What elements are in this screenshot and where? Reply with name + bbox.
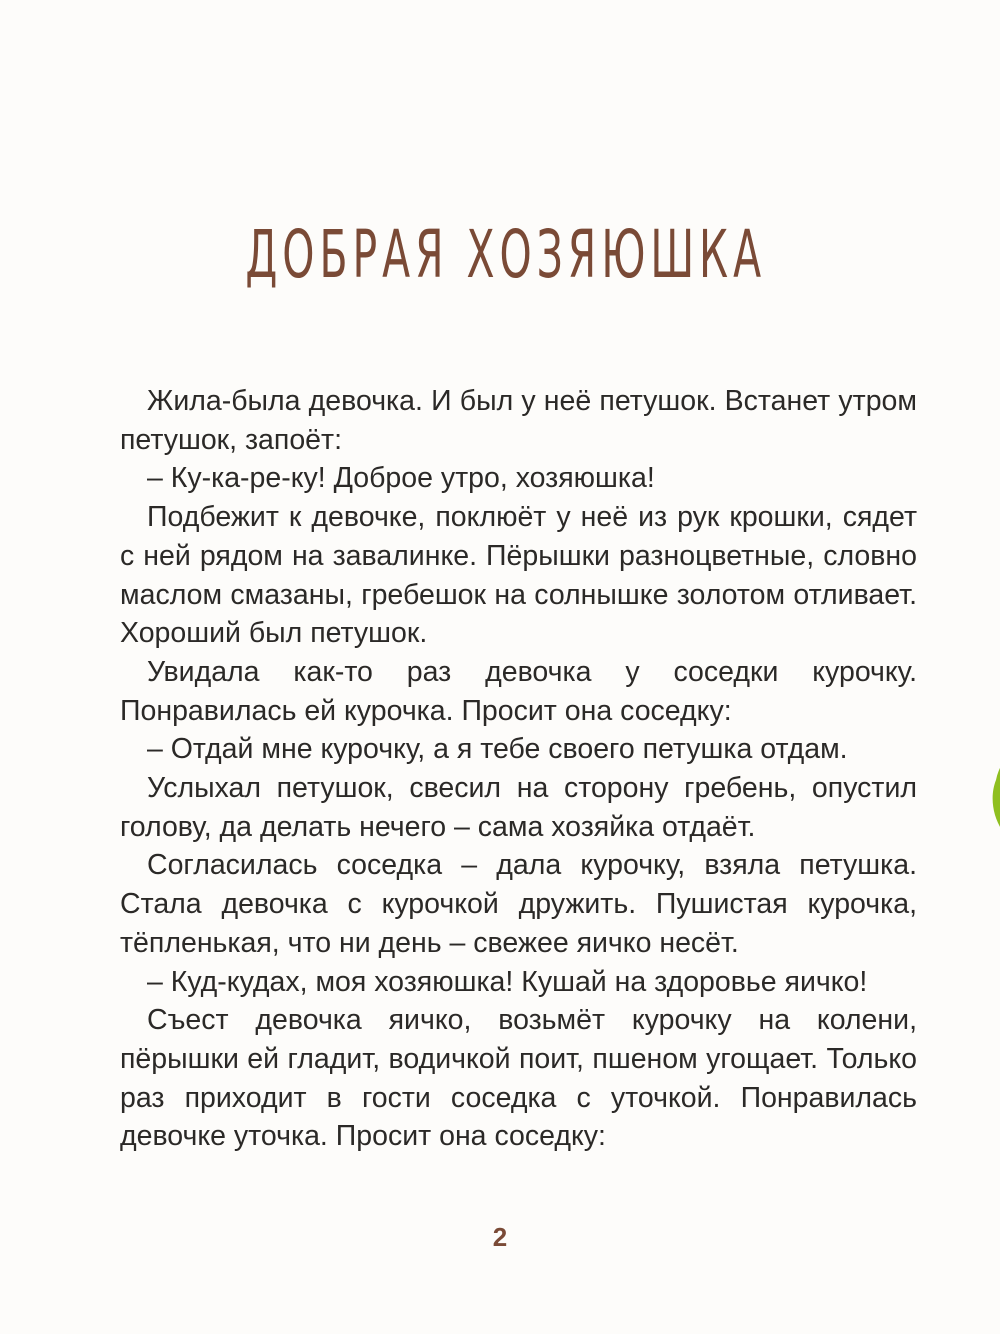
paragraph-2: – Ку-ка-ре-ку! Доброе утро, хозяюшка!: [147, 462, 655, 495]
foliage-illustration: [960, 735, 1000, 860]
paragraph-7: Согласилась соседка – дала курочку, взяла петушка. Стала девочка с курочкой дружить. Пушистая курочка, тёпленькая, что ни день – свежее яичко несёт.: [120, 849, 917, 959]
paragraph-8: – Куд-кудах, моя хозяюшка! Кушай на здоровье яичко!: [147, 965, 868, 998]
paragraph-1: Жила-была девочка. И был у неё петушок. Встанет утром петушок, запоёт:: [120, 385, 917, 456]
page-number: 2: [492, 1222, 508, 1252]
story-title: ДОБРАЯ ХОЗЯЮШКА: [245, 216, 767, 293]
paragraph-9: Съест девочка яичко, возьмёт курочку на колени, пёрышки ей гладит, водичкой поит, пшеном угощает. Только раз приходит в гости соседка с уточкой. Понравилась девочке уточка. Просит она соседку:: [120, 1004, 917, 1153]
paragraph-5: – Отдай мне курочку, а я тебе своего петушка отдам.: [147, 733, 848, 766]
paragraph-6: Услыхал петушок, свесил на сторону гребень, опустил голову, да делать нечего – сама хозяйка отдаёт.: [120, 772, 917, 843]
paragraph-4: Увидала как-то раз девочка у соседки курочку. Понравилась ей курочка. Просит она соседку:: [120, 655, 917, 727]
story-text: [120, 382, 917, 1156]
paragraph-3: Подбежит к девочке, поклюёт у неё из рук крошки, сядет с ней рядом на завалинке. Пёрышки разноцветные, словно маслом смазаны, гребешок на солнышке золотом отливает. Хороший был петушок.: [120, 501, 917, 650]
